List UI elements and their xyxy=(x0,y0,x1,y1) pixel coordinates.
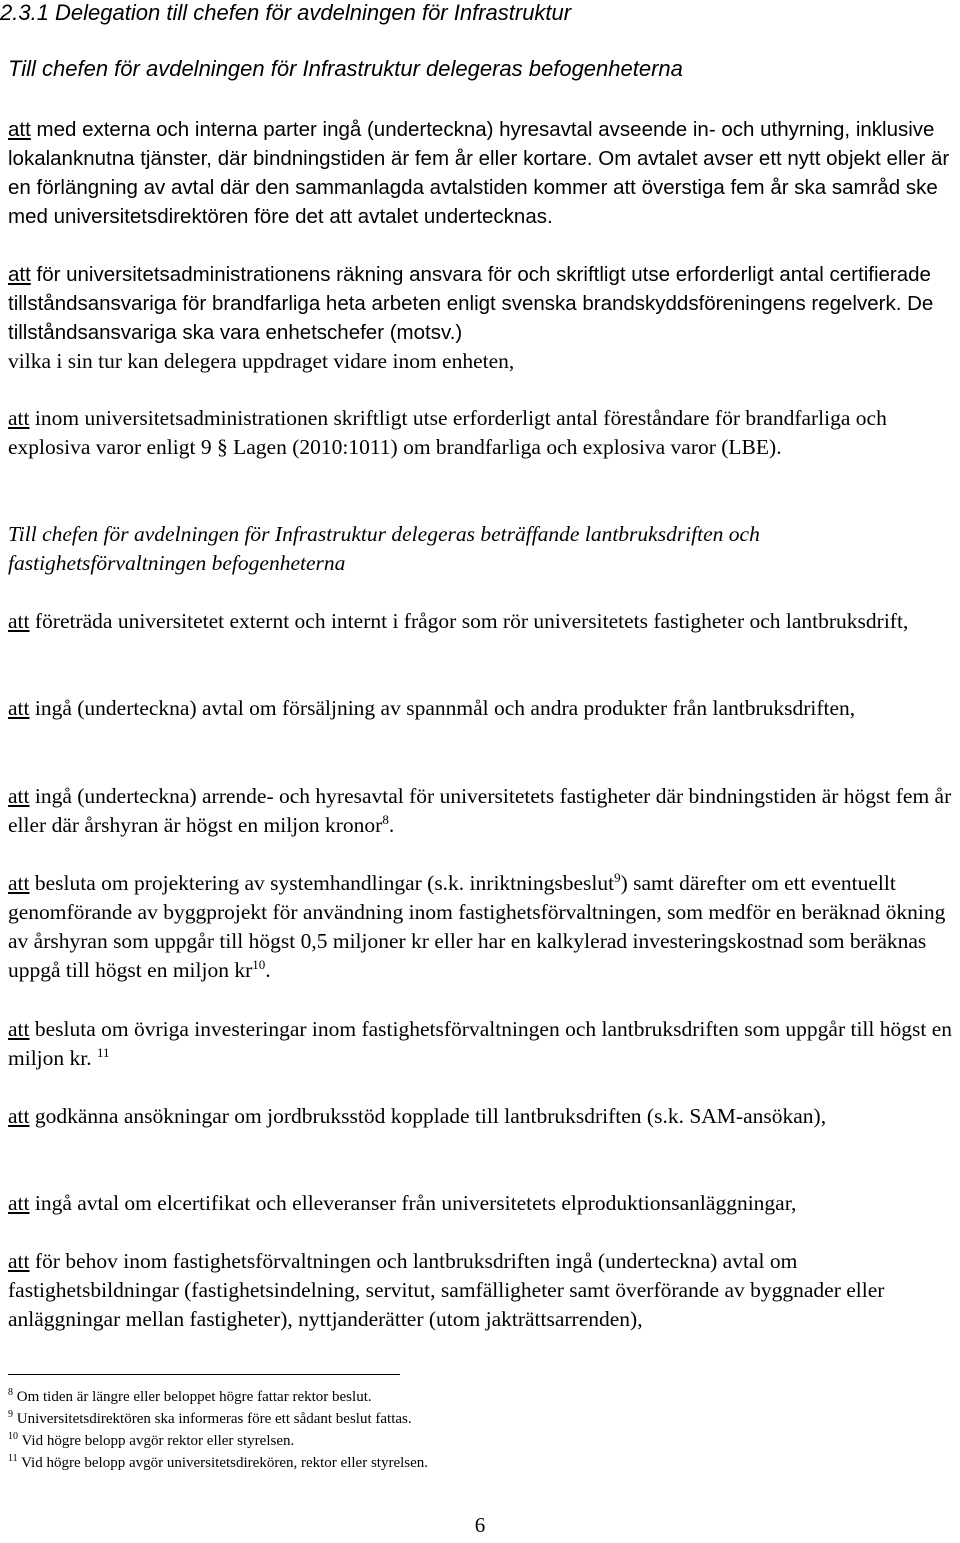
item-text: för behov inom fastighetsförvaltningen och lantbruksdriften ingå (underteckna) avtal om fastighetsbildningar (fastighetsindelning, servitut, samfälligheter samt överförande av byggnader eller anläggningar mellan fastigheter), nyttjanderätter (utom jakträttsarrenden), xyxy=(8,1249,885,1331)
footnote-number: 8 xyxy=(8,1387,13,1398)
item-text: med externa och interna parter ingå (underteckna) hyresavtal avseende in- och uthyrning, inklusive lokalanknutna tjänster, där bindningstiden är fem år eller kortare. Om avtalet avser ett nytt objekt eller är en förlängning av avtal där den sammanlagda avtalstiden kommer att överstiga fem år ska samråd ske med universitetsdirektören före det att avtalet undertecknas. xyxy=(8,118,950,228)
footnote-text: Vid högre belopp avgör rektor eller styrelsen. xyxy=(21,1433,295,1449)
delegation-intro: Till chefen för avdelningen för Infrastruktur delegeras befogenheterna xyxy=(8,56,683,81)
footnote xyxy=(8,1386,428,1408)
item-text: för universitetsadministrationens räkning ansvara för och skriftligt utse erforderligt antal certifierade tillståndsansvariga för brandfarliga heta arbeten enligt svenska brandskyddsföreningens regelverk. De tillståndsansvariga ska vara enhetschefer (motsv.) xyxy=(8,263,934,344)
att-marker: att xyxy=(8,696,30,720)
delegation-item-lease xyxy=(8,115,954,231)
att-marker: att xyxy=(8,1104,30,1128)
delegation-item-electricity xyxy=(8,1189,954,1218)
footnote-text: Universitetsdirektören ska informeras före ett sådant beslut fattas. xyxy=(16,1411,412,1427)
delegation-item-property-formation xyxy=(8,1247,954,1334)
delegation-item-investments xyxy=(8,1015,954,1073)
item-text-cont: ) samt därefter om ett eventuellt genomförande av byggprojekt för användning inom fastighetsförvaltningen, som medför en beräknad ökning av årshyran som uppgår till högst 0,5 miljoner kr eller har en kalkylerad investeringskostnad som beräknas uppgå till högst en miljon kr xyxy=(8,871,946,982)
footnotes xyxy=(8,1386,428,1474)
att-marker: att xyxy=(8,784,30,808)
delegation-item-fire-permits-cont: vilka i sin tur kan delegera uppdraget vidare inom enheten, xyxy=(8,349,515,373)
item-text-end: . xyxy=(265,958,271,982)
footnote-text: Vid högre belopp avgör universitetsdirekören, rektor eller styrelsen. xyxy=(21,1455,429,1471)
delegation-item-farm-subsidy xyxy=(8,1102,954,1131)
att-marker: att xyxy=(8,1017,30,1041)
footnote-ref: 9 xyxy=(614,870,621,885)
delegation-item-represent xyxy=(8,607,954,636)
footnote-number: 10 xyxy=(8,1431,18,1442)
delegation-item-explosives xyxy=(8,404,954,462)
section-heading: 2.3.1 Delegation till chefen för avdelningen för Infrastruktur xyxy=(0,0,572,25)
footnote-text: Om tiden är längre eller beloppet högre fattar rektor beslut. xyxy=(16,1389,372,1405)
footnote xyxy=(8,1408,428,1430)
att-marker: att xyxy=(8,263,31,286)
att-marker: att xyxy=(8,1191,30,1215)
att-marker: att xyxy=(8,1249,30,1273)
item-text: inom universitetsadministrationen skriftligt utse erforderligt antal föreståndare för brandfarliga och explosiva varor enligt 9 § Lagen (2010:1011) om brandfarliga och explosiva varor (LBE). xyxy=(8,406,887,459)
delegation-item-leasehold xyxy=(8,782,954,840)
item-text-end: . xyxy=(388,813,395,837)
item-text: ingå (underteckna) avtal om försäljning av spannmål och andra produkter från lantbruksdriften, xyxy=(29,696,856,720)
footnote-divider xyxy=(8,1374,400,1375)
item-text: ingå (underteckna) arrende- och hyresavtal för universitetets fastigheter där bindningstiden är högst fem år eller där årshyran är högst en miljon kronor xyxy=(8,784,952,837)
att-marker: att xyxy=(8,118,31,141)
item-text: ingå avtal om elcertifikat och elleveranser från universitetets elproduktionsanläggningar, xyxy=(29,1191,797,1215)
item-text: besluta om övriga investeringar inom fastighetsförvaltningen och lantbruksdriften som uppgår till högst en miljon kr. xyxy=(8,1017,953,1070)
delegation-item-projects xyxy=(8,869,954,985)
footnote-ref: 8 xyxy=(382,812,389,827)
item-text: godkänna ansökningar om jordbruksstöd kopplade till lantbruksdriften (s.k. SAM-ansökan), xyxy=(29,1104,827,1128)
footnote-ref: 10 xyxy=(252,957,266,972)
footnote-ref: 11 xyxy=(97,1045,110,1060)
item-text: besluta om projektering av systemhandlingar (s.k. inriktningsbeslut xyxy=(29,871,615,895)
delegation-intro-farming: Till chefen för avdelningen för Infrastruktur delegeras beträffande lantbruksdriften och fastighetsförvaltningen befogenheterna xyxy=(8,522,760,575)
footnote xyxy=(8,1430,428,1452)
page-number: 6 xyxy=(474,1513,486,1537)
footnote-number: 9 xyxy=(8,1409,13,1420)
item-text: företräda universitetet externt och internt i frågor som rör universitetets fastigheter och lantbruksdrift, xyxy=(29,609,909,633)
delegation-item-grain-sales xyxy=(8,694,954,723)
att-marker: att xyxy=(8,871,30,895)
footnote-number: 11 xyxy=(8,1453,18,1464)
footnote xyxy=(8,1452,428,1474)
att-marker: att xyxy=(8,406,30,430)
att-marker: att xyxy=(8,609,30,633)
delegation-item-fire-permits xyxy=(8,260,954,347)
